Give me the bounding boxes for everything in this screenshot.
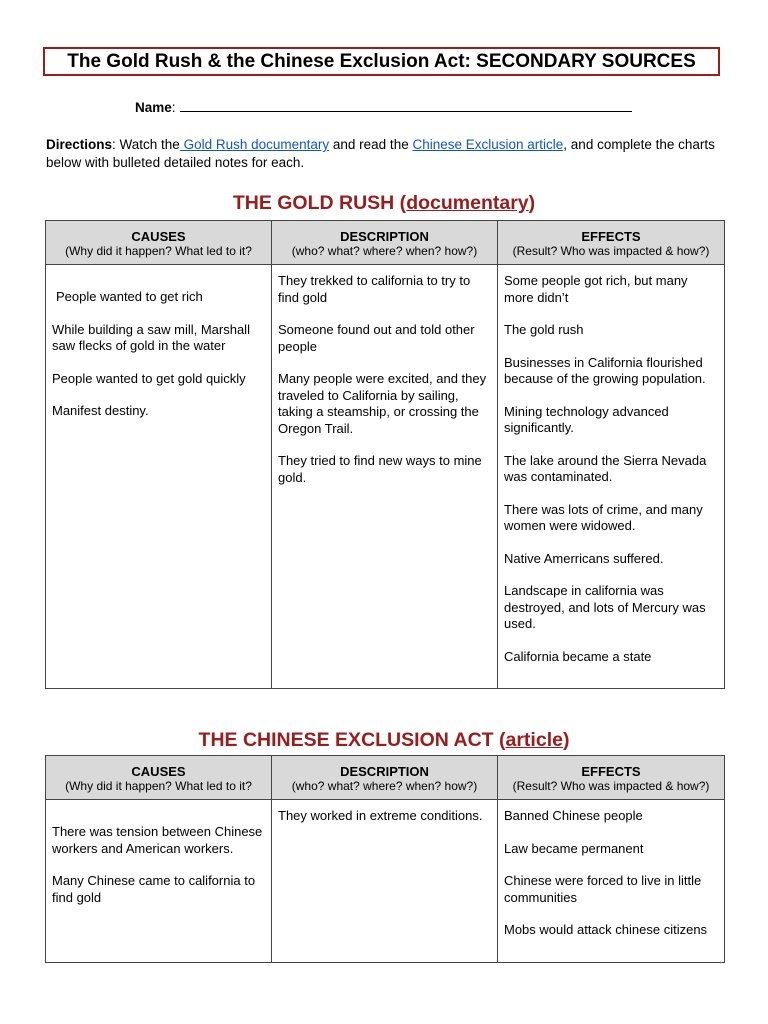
note-item: Landscape in california was destroyed, and lots of Mercury was used. [504,583,706,631]
documentary-link[interactable]: documentary [406,192,529,214]
note-item: While building a saw mill, Marshall saw flecks of gold in the water [52,321,250,353]
note-item: Mobs would attack chinese citizens [504,922,708,937]
description-header-title: DESCRIPTION [340,763,429,779]
exclusion-act-causes-cell[interactable] [46,800,272,963]
note-item: They tried to find new ways to mine gold. [278,453,482,485]
description-header-title: DESCRIPTION [340,228,429,244]
exclusion-act-heading [0,729,768,752]
effects-header-title: EFFECTS [581,228,641,244]
note-item: Someone found out and told other people [278,322,475,354]
exclusion-act-description-cell[interactable] [272,800,498,963]
directions [46,136,726,172]
note-item: Law became permanent [504,840,644,856]
note-item: They worked in extreme conditions. [278,808,483,823]
page-title [43,47,720,76]
gold-rush-heading-close: ) [528,192,536,214]
effects-header-sub: (Result? Who was impacted & how?) [512,778,710,793]
gold-rush-table [45,220,725,689]
note-item: People wanted to get rich [56,289,203,304]
description-header [272,221,498,265]
directions-label: Directions [46,137,113,152]
description-header-sub: (who? what? where? when? how?) [291,243,478,258]
note-item: Chinese were forced to live in little communities [504,873,702,905]
note-item: Manifest destiny. [52,403,149,418]
description-header-sub: (who? what? where? when? how?) [291,778,478,793]
note-item: Native Amerricans suffered. [504,550,664,566]
page-title-text: The Gold Rush & the Chinese Exclusion Act: SECONDARY SOURCES [67,50,696,72]
directions-text: and read the [329,137,413,152]
causes-header-title: CAUSES [131,763,186,779]
effects-header-sub: (Result? Who was impacted & how?) [512,243,710,258]
note-item: Banned Chinese people [504,808,643,823]
causes-header-sub: (Why did it happen? What led to it? [65,243,252,258]
directions-text: : Watch the [112,137,180,152]
note-item: The lake around the Sierra Nevada was contaminated. [504,452,707,484]
causes-header-title: CAUSES [131,228,186,244]
effects-header-title: EFFECTS [581,763,641,779]
article-link[interactable]: article [505,729,563,751]
note-item: Mining technology advanced significantly. [504,403,669,435]
gold-rush-effects-cell[interactable] [498,265,725,689]
note-item: They trekked to california to try to find gold [278,273,471,305]
note-item: There was lots of crime, and many women were widowed. [504,501,703,533]
causes-header [46,221,272,265]
effects-header [498,221,725,265]
directions-text: , and complete the charts below with bulleted detailed notes for each. [46,137,715,170]
gold-rush-heading-text: THE GOLD RUSH ( [232,192,407,214]
note-item: Some people got rich, but many more didn’t [504,273,688,305]
name-field[interactable] [180,99,632,112]
note-item: People wanted to get gold quickly [52,370,246,386]
note-item: Many Chinese came to california to find gold [52,873,256,905]
note-item: Many people were excited, and they traveled to California by sailing, taking a steamship, or crossing the Oregon Trail. [278,371,487,436]
description-header [272,756,498,800]
note-item: There was tension between Chinese workers and American workers. [52,824,263,856]
gold-rush-causes-cell[interactable] [46,265,272,689]
name-label: Name [135,100,172,115]
gold-rush-heading [0,192,768,215]
gold-rush-description-cell[interactable] [272,265,498,689]
effects-header [498,756,725,800]
exclusion-act-effects-cell[interactable] [498,800,725,963]
note-item: California became a state [504,648,652,664]
chinese-exclusion-article-link[interactable]: Chinese Exclusion article [412,137,564,152]
causes-header [46,756,272,800]
causes-header-sub: (Why did it happen? What led to it? [65,778,252,793]
exclusion-act-heading-close: ) [562,729,570,751]
exclusion-act-heading-text: THE CHINESE EXCLUSION ACT ( [198,729,506,751]
note-item: The gold rush [504,322,584,337]
note-item: Businesses in California flourished because of the growing population. [504,354,706,386]
exclusion-act-table [45,755,725,963]
name-row: Name: [135,99,632,115]
gold-rush-documentary-link[interactable]: Gold Rush documentary [179,137,330,152]
